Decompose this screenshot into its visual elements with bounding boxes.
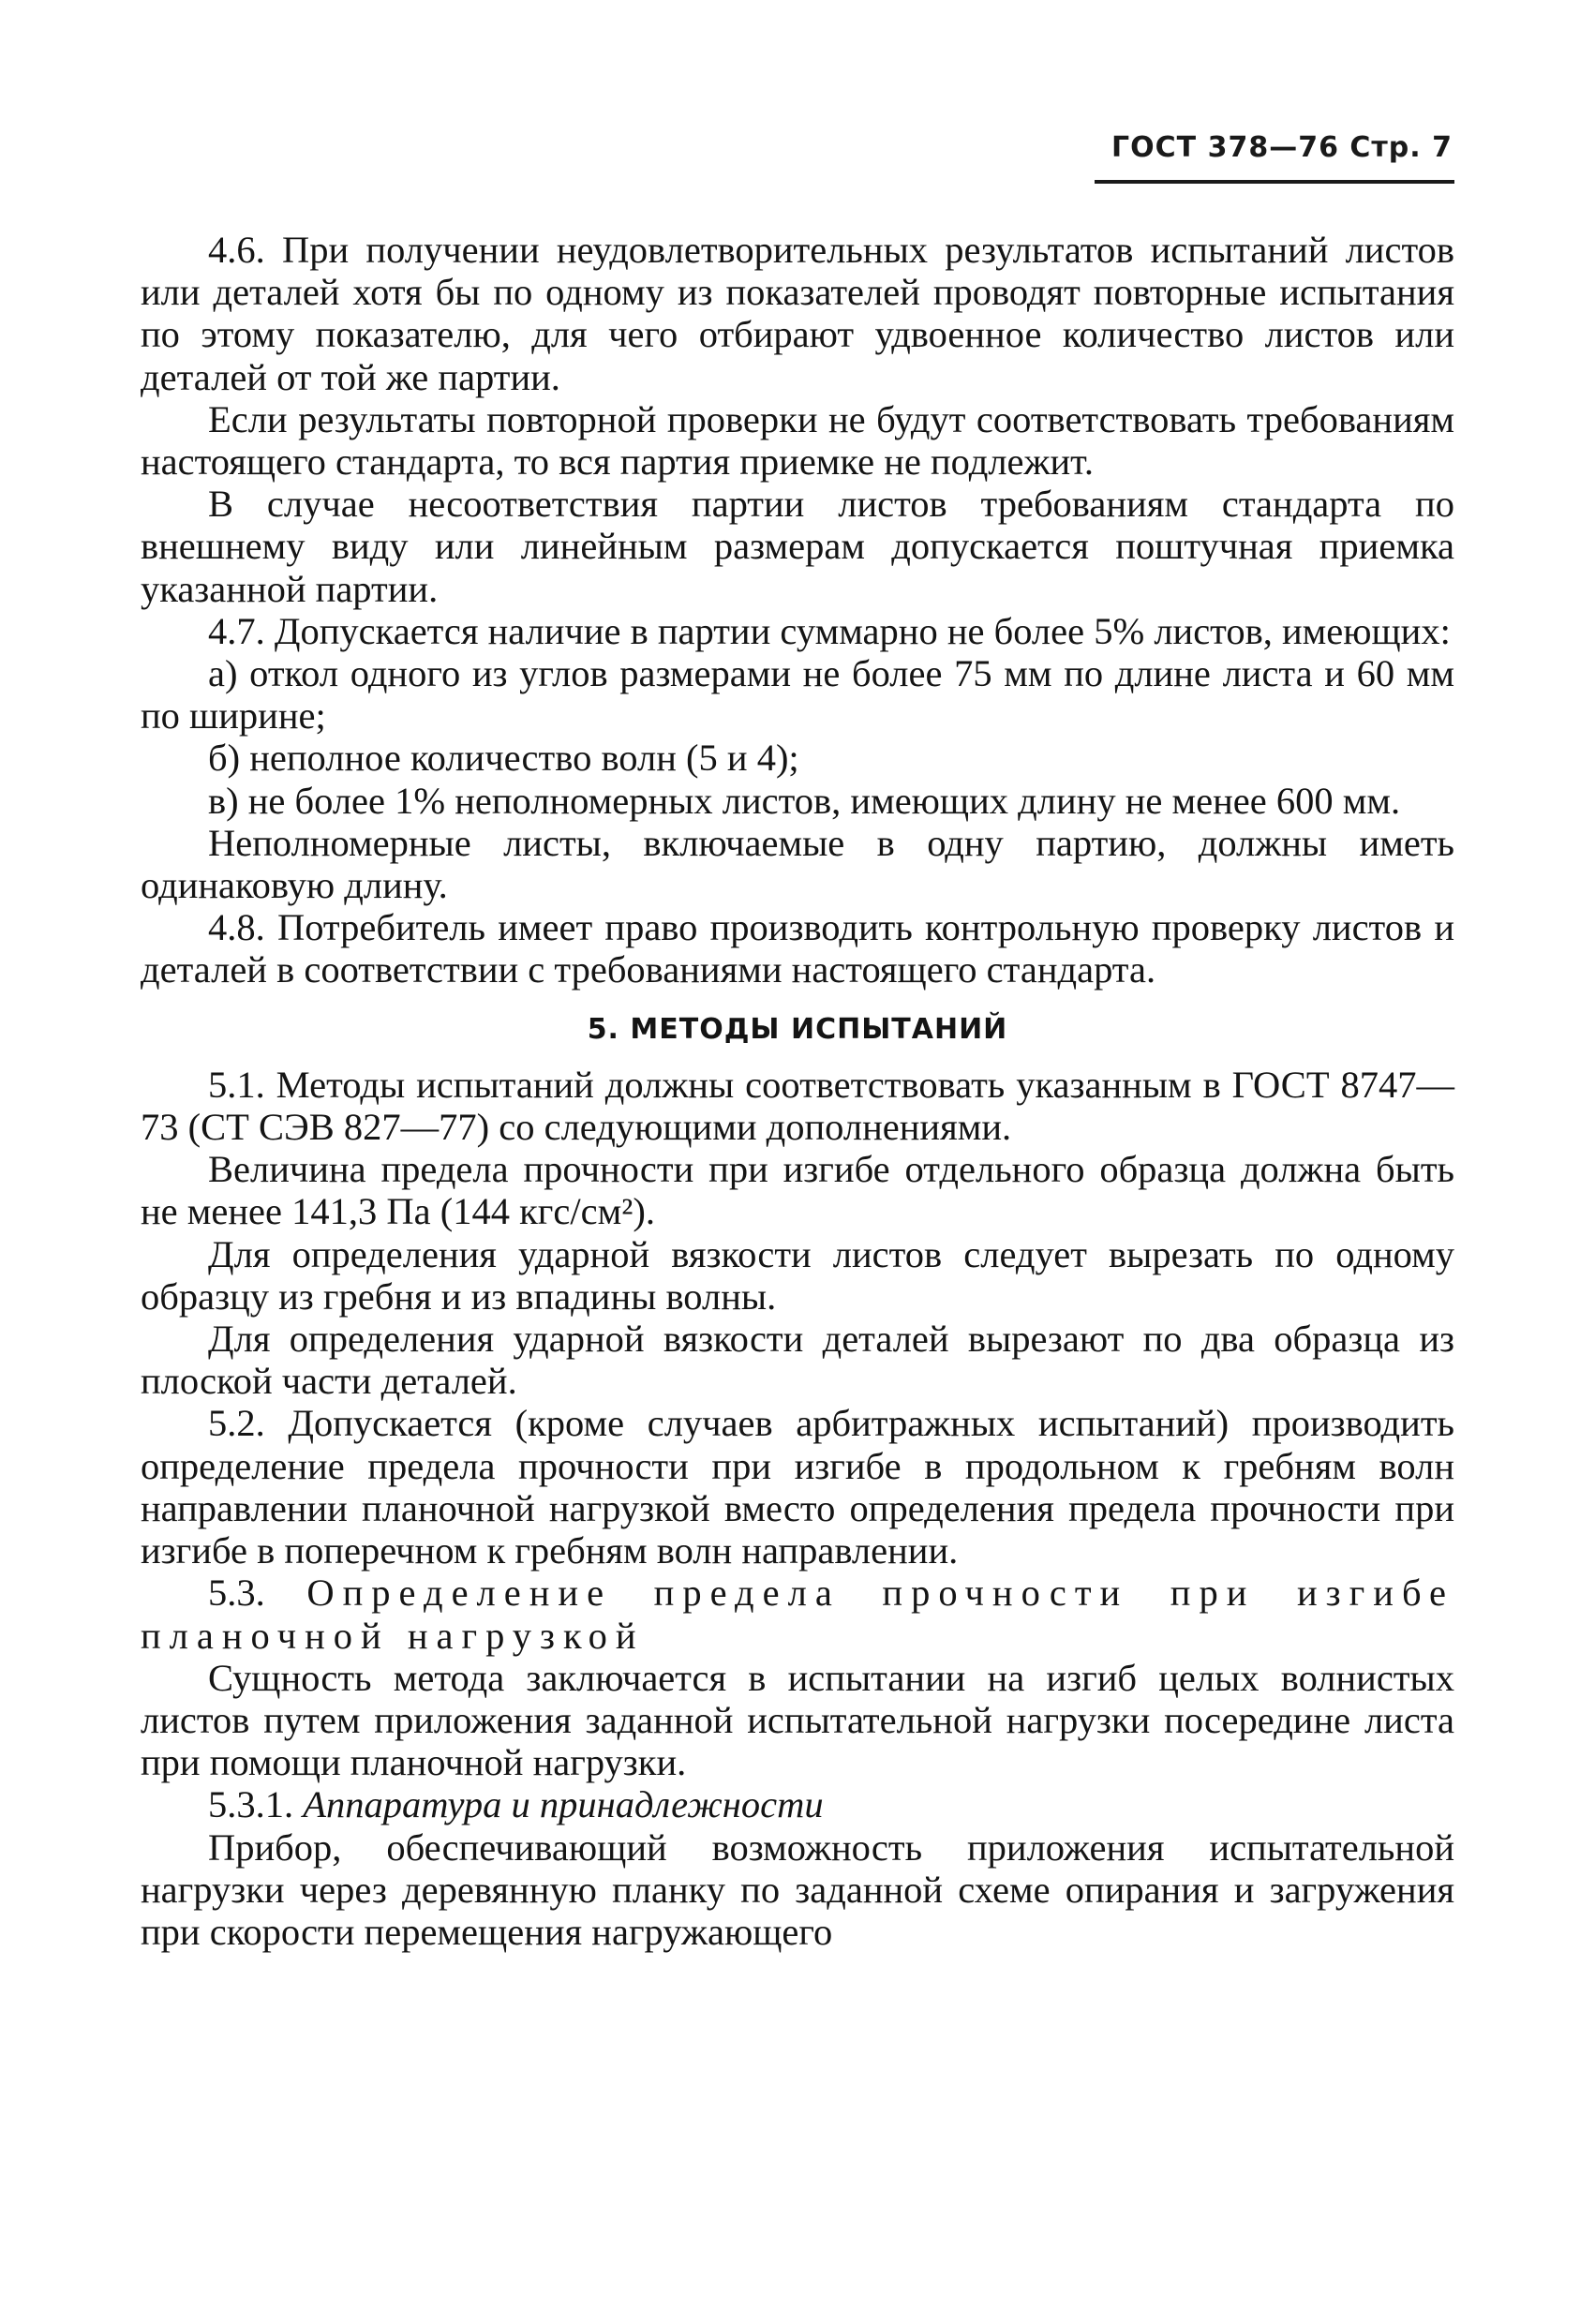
subsection-5-3-1-heading (141, 1783, 1454, 1825)
subsection-5-3-heading (141, 1572, 1454, 1656)
page-header: ГОСТ 378—76 Стр. 7 (1111, 131, 1453, 164)
paragraph: Неполномерные листы, включаемые в одну партию, должны иметь одинаковую длину. (141, 821, 1454, 907)
subsection-title: Аппаратура и принадлежности (303, 1783, 824, 1826)
subsection-number: 5.3.1. (208, 1783, 294, 1826)
list-item-v: в) не более 1% неполномерных листов, имеющих длину не менее 600 мм. (208, 779, 1401, 822)
paragraph-4-6: 4.6. При получении неудовлетворительных результатов испытаний листов или деталей хотя бы по одному из показателей проводят повторные испытания по этому показателю, для чего отбирают удвоенное количество листов или деталей от той же партии. (141, 229, 1454, 398)
paragraph-4-8: 4.8. Потребитель имеет право производить контрольную проверку листов и деталей в соответствии с требованиями настоящего стандарта. (141, 906, 1454, 991)
list-item-a: а) откол одного из углов размерами не более 75 мм по длине листа и 60 мм по ширине; (141, 652, 1454, 737)
subsection-title: Определение предела прочности при изгибе планочной нагрузкой (141, 1572, 1455, 1657)
header-rule (1095, 180, 1454, 184)
paragraph-5-1: 5.1. Методы испытаний должны соответствовать указанным в ГОСТ 8747—73 (СТ СЭВ 827—77) со следующими дополнениями. (141, 1063, 1454, 1149)
section-heading: 5. МЕТОДЫ ИСПЫТАНИЙ (587, 1012, 1008, 1046)
paragraph-5-2: 5.2. Допускается (кроме случаев арбитражных испытаний) производить определение предела прочности при изгибе в продольном к гребням волн направлении планочной нагрузкой вместо определения предела прочности при изгибе в поперечном к гребням волн направлении. (141, 1402, 1454, 1572)
paragraph: Для определения ударной вязкости деталей вырезают по два образца из плоской части деталей. (141, 1318, 1454, 1403)
list-item-b: б) неполное количество волн (5 и 4); (208, 737, 799, 780)
paragraph: В случае несоответствия партии листов требованиям стандарта по внешнему виду или линейным размерам допускается поштучная приемка указанной партии. (141, 483, 1454, 610)
paragraph: Величина предела прочности при изгибе отдельного образца должна быть не менее 141,3 Па (144 кгс/см²). (141, 1148, 1454, 1233)
document-body (141, 229, 1454, 1953)
paragraph: Прибор, обеспечивающий возможность приложения испытательной нагрузки через деревянную планку по заданной схеме опирания и загружения при скорости перемещения нагружающего (141, 1825, 1454, 1953)
paragraph-4-7: 4.7. Допускается наличие в партии суммарно не более 5% листов, имеющих: (208, 609, 1451, 652)
paragraph: Если результаты повторной проверки не будут соответствовать требованиям настоящего стандарта, то вся партия приемке не подлежит. (141, 397, 1454, 484)
subsection-number: 5.3. (208, 1572, 265, 1615)
paragraph: Для определения ударной вязкости листов следует вырезать по одному образцу из гребня и из впадины волны. (141, 1232, 1454, 1318)
paragraph: Сущность метода заключается в испытании на изгиб целых волнистых листов путем приложения заданной испытательной нагрузки посередине листа при помощи планочной нагрузки. (141, 1656, 1454, 1784)
